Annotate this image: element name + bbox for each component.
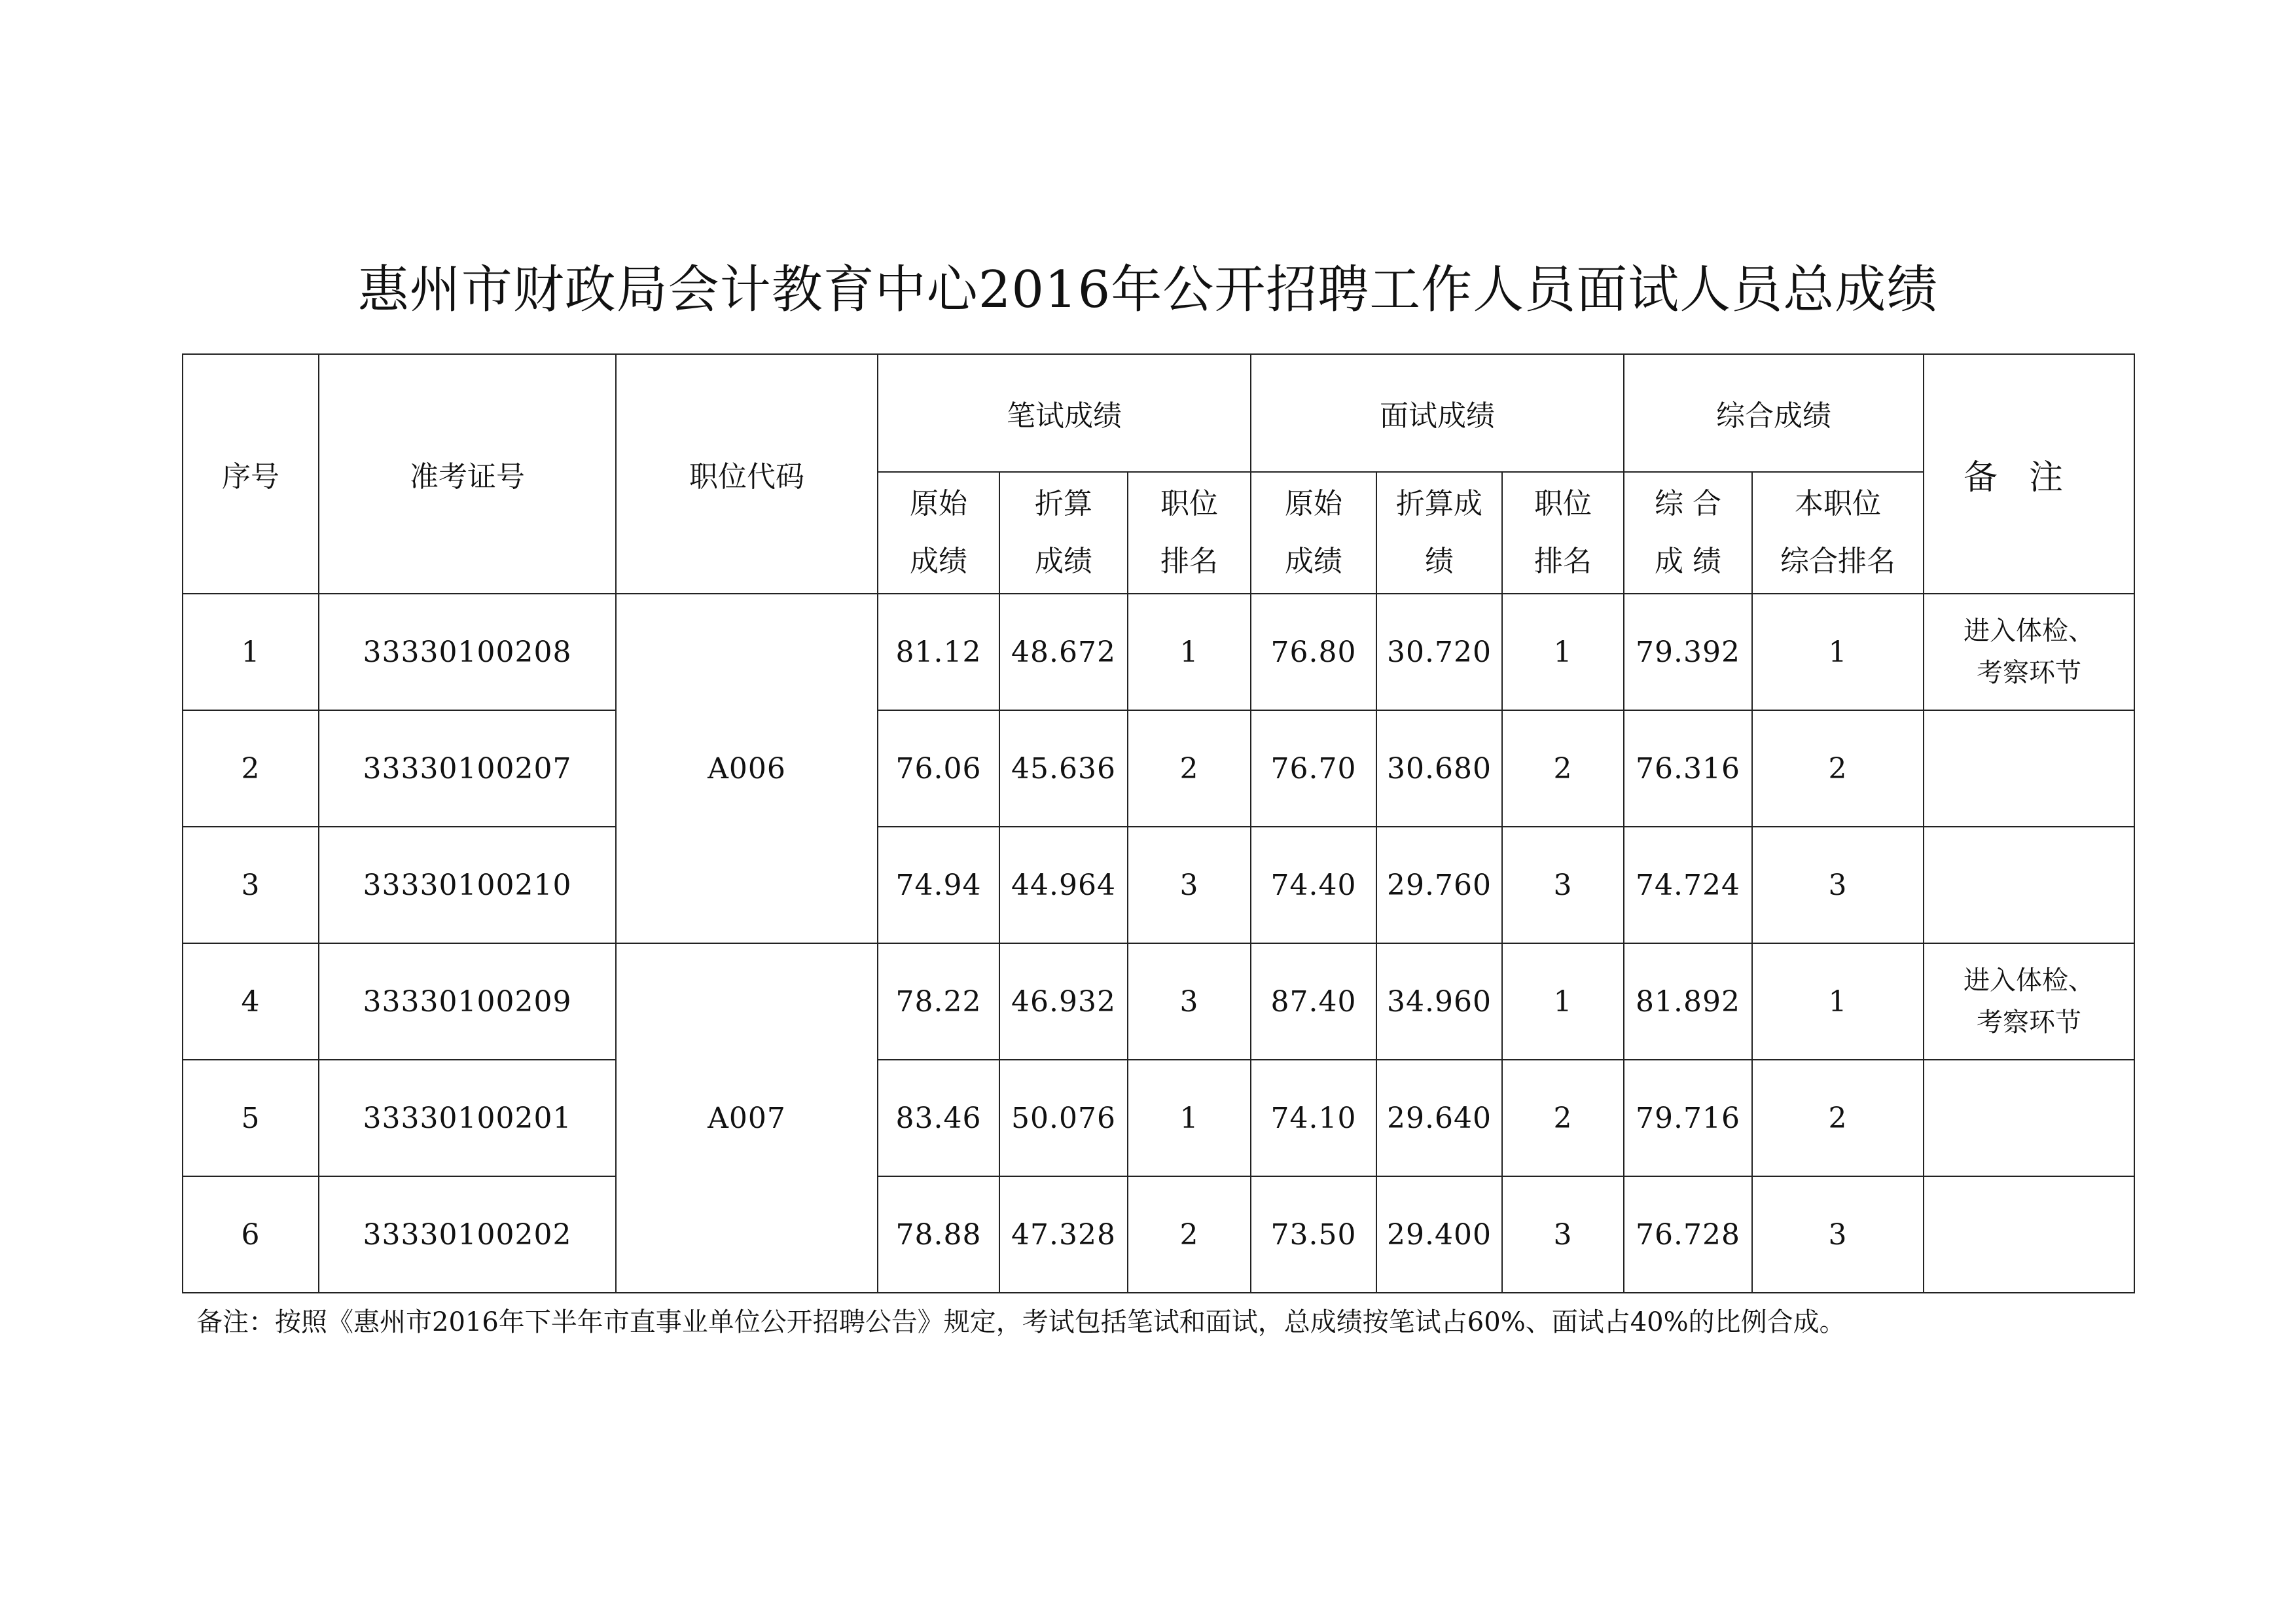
cell-interview-converted: 29.760 [1376,827,1502,943]
header-written-raw: 原始 成绩 [878,472,999,594]
cell-remark [1924,710,2134,827]
cell-total-score: 81.892 [1624,943,1752,1060]
cell-seq: 2 [183,710,319,827]
cell-remark [1924,1060,2134,1176]
cell-total-score: 79.392 [1624,594,1752,710]
cell-interview-rank: 3 [1502,827,1624,943]
header-written-rank: 职位 排名 [1128,472,1251,594]
table-row [183,710,2134,827]
cell-exam-no: 33330100208 [319,594,616,710]
cell-written-raw: 74.94 [878,827,999,943]
cell-interview-converted: 30.720 [1376,594,1502,710]
cell-exam-no: 33330100202 [319,1176,616,1293]
cell-interview-converted: 29.400 [1376,1176,1502,1293]
cell-total-score: 76.316 [1624,710,1752,827]
table-row [183,827,2134,943]
cell-written-rank: 2 [1128,1176,1251,1293]
cell-seq: 5 [183,1060,319,1176]
cell-total-rank: 2 [1752,1060,1924,1176]
header-written-converted: 折算 成绩 [999,472,1128,594]
cell-written-converted: 45.636 [999,710,1128,827]
header-total-score: 综合成绩 [1624,354,1924,472]
cell-interview-converted: 29.640 [1376,1060,1502,1176]
cell-interview-rank: 2 [1502,1060,1624,1176]
cell-seq: 1 [183,594,319,710]
header-total-composite: 综 合 成 绩 [1624,472,1752,594]
cell-remark [1924,827,2134,943]
cell-total-score: 79.716 [1624,1060,1752,1176]
cell-written-converted: 46.932 [999,943,1128,1060]
cell-interview-raw: 87.40 [1251,943,1376,1060]
header-interview-raw: 原始 成绩 [1251,472,1376,594]
header-interview-rank: 职位 排名 [1502,472,1624,594]
cell-written-rank: 3 [1128,943,1251,1060]
cell-written-raw: 81.12 [878,594,999,710]
cell-written-rank: 2 [1128,710,1251,827]
cell-written-converted: 47.328 [999,1176,1128,1293]
header-exam-no: 准考证号 [319,354,616,594]
cell-written-rank: 1 [1128,1060,1251,1176]
score-table [182,353,2135,1293]
footnote: 备注：按照《惠州市2016年下半年市直事业单位公开招聘公告》规定，考试包括笔试和面试，总成绩按笔试占60%、面试占40%的比例合成。 [196,1307,1846,1337]
cell-written-raw: 78.88 [878,1176,999,1293]
cell-total-rank: 3 [1752,827,1924,943]
header-interview-score: 面试成绩 [1251,354,1624,472]
cell-written-raw: 76.06 [878,710,999,827]
header-seq: 序号 [183,354,319,594]
cell-exam-no: 33330100210 [319,827,616,943]
cell-interview-raw: 76.80 [1251,594,1376,710]
header-written-score: 笔试成绩 [878,354,1251,472]
cell-written-rank: 3 [1128,827,1251,943]
cell-total-score: 76.728 [1624,1176,1752,1293]
cell-interview-rank: 3 [1502,1176,1624,1293]
cell-interview-rank: 2 [1502,710,1624,827]
header-total-rank: 本职位 综合排名 [1752,472,1924,594]
cell-interview-raw: 74.40 [1251,827,1376,943]
cell-seq: 4 [183,943,319,1060]
cell-exam-no: 33330100207 [319,710,616,827]
cell-interview-converted: 30.680 [1376,710,1502,827]
cell-total-score: 74.724 [1624,827,1752,943]
cell-written-converted: 50.076 [999,1060,1128,1176]
cell-exam-no: 33330100209 [319,943,616,1060]
document-title: 惠州市财政局会计教育中心2016年公开招聘工作人员面试人员总成绩 [357,261,1939,319]
header-remark: 备注 [1924,354,2134,594]
cell-exam-no: 33330100201 [319,1060,616,1176]
cell-post-code: A007 [616,943,878,1293]
cell-post-code: A006 [616,594,878,943]
header-post-code: 职位代码 [616,354,878,594]
cell-interview-rank: 1 [1502,943,1624,1060]
header-interview-converted: 折算成 绩 [1376,472,1502,594]
cell-interview-raw: 74.10 [1251,1060,1376,1176]
cell-seq: 3 [183,827,319,943]
cell-interview-raw: 73.50 [1251,1176,1376,1293]
header-row-group [183,354,2134,472]
cell-written-rank: 1 [1128,594,1251,710]
cell-total-rank: 1 [1752,594,1924,710]
cell-written-raw: 78.22 [878,943,999,1060]
table-row [183,594,2134,710]
cell-total-rank: 2 [1752,710,1924,827]
cell-interview-raw: 76.70 [1251,710,1376,827]
cell-total-rank: 3 [1752,1176,1924,1293]
cell-total-rank: 1 [1752,943,1924,1060]
table-row [183,1176,2134,1293]
cell-seq: 6 [183,1176,319,1293]
cell-written-converted: 48.672 [999,594,1128,710]
cell-remark: 进入体检、 考察环节 [1924,594,2134,710]
table-row [183,1060,2134,1176]
cell-interview-rank: 1 [1502,594,1624,710]
table-row [183,943,2134,1060]
cell-remark [1924,1176,2134,1293]
cell-remark: 进入体检、 考察环节 [1924,943,2134,1060]
cell-written-raw: 83.46 [878,1060,999,1176]
cell-written-converted: 44.964 [999,827,1128,943]
cell-interview-converted: 34.960 [1376,943,1502,1060]
